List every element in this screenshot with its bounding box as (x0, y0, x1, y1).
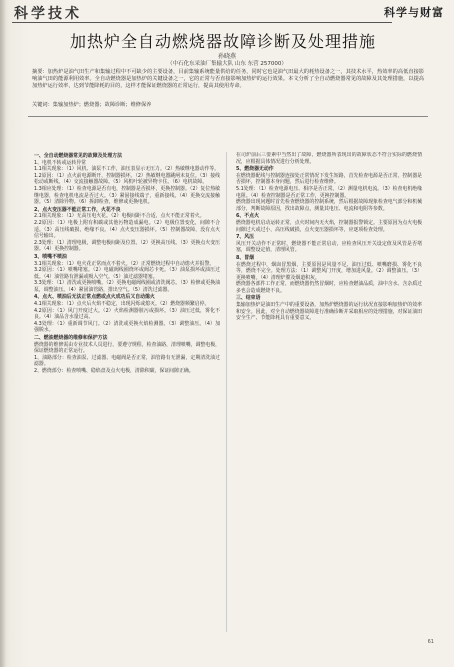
article-keywords: 关键词：集输加热炉；燃烧器；故障诊断；维修保养 (32, 102, 152, 108)
body-paragraph: 2、燃烧部分：检查喷嘴、稳焰盘及点火电极，清除积碳，保证间隙正确。 (34, 368, 194, 374)
body-paragraph: 4.2原因：（1）风门开度过大。（2）火焰检测器脏污或损坏。（3）油压过低，雾化不良。（4）油品含水量过高。 (34, 307, 220, 321)
section-heading: 2、点火变压器不能正常工作，火花不良 (34, 206, 121, 213)
body-paragraph: 4.3处理：（1）重新调节风门。（2）清洗或更换火焰检测器。（3）调整油压。（4）加强脱水。 (34, 320, 220, 334)
section-heading: 4、点火、喷油后无法正常点燃或点火成功后又自动熄火 (34, 294, 155, 301)
page-binding-shadow (0, 0, 6, 667)
body-paragraph: 4.1相关现象：（1）点火后火焰不稳定，出现闪烁或熄灭。（2）燃烧器频繁启停。 (34, 301, 210, 308)
body-paragraph: 在燃烧过程中，烟囱冒黑烟，主要原因是风量不足、油压过低、喷嘴磨损、雾化不良等，燃烧不完全。处理方法：（1）调整风门开度，增加进风量。（2）调整油压。（3）更换喷嘴。（4）清理炉膛及烟道积灰。 (236, 261, 422, 281)
left-column (34, 152, 220, 642)
header-rule (12, 22, 392, 23)
body-paragraph: 集输加热炉是油田生产中的重要设备，加热炉燃烧器的运行状况直接影响加热炉的效率和安全。因此，对全自动燃烧器故障进行准确诊断并采取相应的处理措施，对保证油田安全生产、节能降耗具有重要意义。 (236, 302, 422, 322)
section-heading: 一、全自动燃烧器常见的故障及处理方法 (34, 153, 123, 159)
body-paragraph: 3.3处理：（1）清洗或更换喷嘴。（2）更换电磁阀线圈或清洗阀芯。（3）检修或更换油泵，调整油压。（4）紧固油管路，排出空气。（5）清洗过滤器。 (34, 280, 220, 293)
body-paragraph: 燃烧器各部件工作正常，而燃烧器仍然冒烟时，应检查燃油品质，油中含水、含杂质过多也会造成燃烧不良。 (236, 281, 422, 294)
body-paragraph: 在司炉前后三要素中当然出了故障，燃烧器所表现出的故障状态不符合实际的燃烧情况，应根据具体情况进行分析处理。 (236, 152, 422, 165)
body-paragraph: 5.1处理：（1）检查电源电压、相序是否正常。（2）测量电机电流。（3）检查电机绝缘电阻。（4）检查控制器是否正常工作，更换控制器。 (236, 185, 422, 199)
body-paragraph: 风压开关动作不正常时，燃烧器不能正常启动，应检查风压开关设定值及风管是否堵塞，调整设定值，清理风管。 (236, 240, 422, 254)
article-abstract: 摘要：加热炉是油气田生产和集输过程中不可缺少的主要设备，目前集输系统能量供给的任务，同时它也是油气田最大的耗热设备之一，其技术水平，热效率的高低直接影响油气田的能源利用效率。全自动燃烧器是加热炉的关键设备之一，它的正常与否直接影响加热炉的运行效果。本文分析了全自动燃烧器常见的故障及其处理措施，以提高加热炉运行效率，达到节能降耗的目的，这样才能保证燃烧器的正常运行，提高其使用寿命。 (32, 69, 424, 89)
body-paragraph: 燃烧器的维修需由专业技术人员进行，要遵守规程，检查油路，清理喷嘴，调整电极，保证燃烧器的正常运行。 (34, 341, 220, 355)
section-heading: 二、燃油燃烧器的维修和保护方法 (34, 335, 108, 342)
section-heading: 三、结束语 (236, 295, 261, 302)
body-paragraph: 2.3处理：（1）清理电极，调整电极间距及位置。（2）更换高压线。（3）更换点火变压器。（4）更换控制器。 (34, 239, 220, 253)
body-paragraph: 1.1相关现象：（1）风机、油泵不工作，油压表显示无压力。（2）热敏继电器动作等。 (34, 166, 220, 173)
body-paragraph: 燃烧器电机启动运转正常，点火时间内无火焰，控制器报警锁定。主要原因为点火电极间隙过大或过小，高压线破损，点火变压器损坏等，应逐项检查处理。 (236, 219, 422, 233)
body-paragraph: 2.2原因：（1）电极上附有积碳或其他污物造成漏电。（2）电极位置变化，间隙不合适。（3）高压线破损，绝缘不良。（4）点火变压器损坏。（5）控制器故障，没有点火信号输出。 (34, 219, 220, 240)
body-paragraph: 燃烧器出现问题时首先检查燃烧器的控制系统，然后根据故障现象检查电气部分和机械部分，判断故障原因，找出故障点，测量其电压、电流和电阻等参数。 (236, 199, 422, 212)
body-paragraph: 1、电机不转或运转异常 (34, 159, 87, 166)
body-paragraph: 在燃烧器配线与控制器连接处正常情况下发生短路，首先检查电源是否正常，控制器是否损坏，控制器本身问题，然后进行检查维修。 (236, 172, 422, 186)
header-section: 科学技术 (14, 6, 82, 22)
body-paragraph: 3.2原因：（1）喷嘴堵塞。（2）电磁阀线圈烧坏或阀芯卡死。（3）油泵损坏或油压过低。（4）油管路有泄漏或吸入空气。（5）油过滤器堵塞。 (34, 267, 220, 280)
column-rule (226, 152, 227, 632)
body-paragraph: 1、油路部分：检查油泵、过滤器、电磁阀是否正常，油管路有无泄漏，定期清洗油过滤器。 (34, 354, 220, 368)
article-author: 孙晓燕 (217, 53, 236, 60)
body-paragraph: 3.1相关现象：（1）电火花正常而点不着火。（2）正常燃烧过程中自动熄火并报警。 (34, 260, 215, 267)
section-heading: 6、不点火 (236, 213, 259, 220)
header-column: 科学与财富 (384, 6, 444, 19)
right-column (236, 152, 422, 642)
body-paragraph: 1.3相应处理：（1）检查电源是否有电，控制器是否损坏，更换控制器。（2）复位热敏继电器，检查电机电流是否过大。（3）紧固接线端子，重新接线。（4）更换交流接触器。（5）清除异物。（6）拆卸检查，维修或更换电机。 (34, 185, 220, 206)
page-number: 61 (427, 639, 434, 645)
article-affiliation: （中石化东采油厂集输大队 山东 东营 257000） (167, 61, 287, 67)
section-heading: 7、风压 (236, 234, 255, 241)
section-heading: 5、燃烧器无动作 (236, 166, 274, 173)
body-paragraph: 1.2原因：（1）点火前电源断开，控制器损坏。（2）热敏继电器跳闸未复位。（3）接线松动或断线。（4）交流接触器故障。（5）风机叶轮被异物卡住。（6）电机故障。 (34, 172, 220, 186)
page-header (0, 0, 454, 24)
section-heading: 3、喷嘴不喷油 (34, 253, 67, 260)
section-divider (28, 116, 428, 117)
section-heading: 8、冒烟 (236, 254, 255, 261)
body-paragraph: 2.1相关现象：（1）无高压电火花。（2）电极间距不合适，点火不能正常着火。 (34, 213, 205, 220)
article-title: 加热炉全自动燃烧器故障诊断及处理措施 (70, 32, 377, 51)
